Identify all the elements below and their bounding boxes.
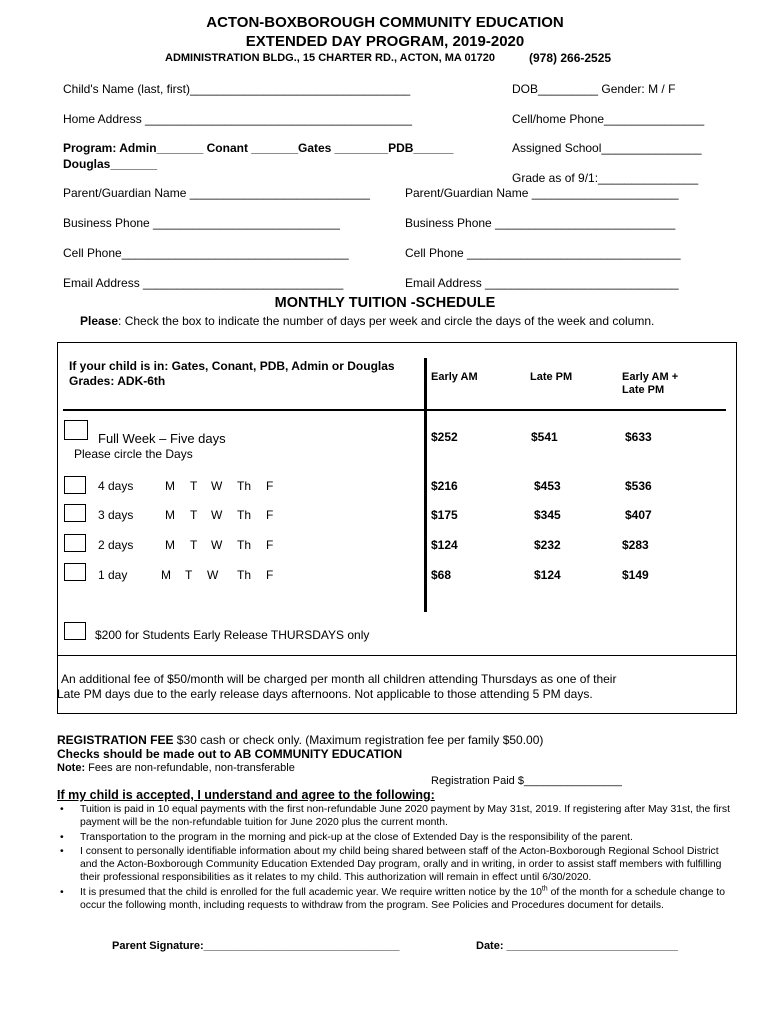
two-days-late-pm: $232 (534, 538, 561, 552)
agreement-item-text: Transportation to the program in the morning and pick-up at the close of Extended Day is the responsibility of the parent. (80, 831, 633, 843)
table-column-divider (424, 358, 427, 612)
full-week-early-am: $252 (431, 430, 458, 444)
child-name-field[interactable]: Child's Name (last, first)_________________________________ (63, 82, 411, 96)
two-days-checkbox[interactable] (64, 534, 86, 552)
four-days-day-th[interactable]: Th (237, 479, 252, 493)
four-days-day-w[interactable]: W (211, 479, 223, 493)
business-phone-field-2[interactable]: Business Phone ___________________________ (405, 216, 676, 230)
four-days-label: 4 days (98, 479, 134, 493)
agreement-item-sup: th (541, 885, 548, 893)
four-days-both: $536 (625, 479, 652, 493)
date-field[interactable]: Date: ____________________________ (476, 940, 678, 952)
col-both-line2: Late PM (622, 384, 665, 396)
three-days-both: $407 (625, 508, 652, 522)
early-release-checkbox[interactable] (64, 622, 86, 640)
registration-fee-text: $30 cash or check only. (Maximum registration fee per family $50.00) (173, 733, 544, 747)
cell-phone-field-2[interactable]: Cell Phone ________________________________ (405, 246, 681, 260)
three-days-day-t[interactable]: T (190, 508, 198, 522)
program-field[interactable]: Program: Admin_______ Conant _______Gates ________PDB______ (63, 141, 454, 155)
table-left-border (57, 342, 58, 714)
one-day-day-w[interactable]: W (207, 568, 219, 582)
agreement-item (60, 886, 730, 913)
fee-note (57, 762, 295, 774)
guardian-name-field-1[interactable]: Parent/Guardian Name ___________________________ (63, 186, 370, 200)
agreement-item (60, 831, 730, 844)
registration-fee (57, 733, 543, 747)
three-days-checkbox[interactable] (64, 504, 86, 522)
one-day-late-pm: $124 (534, 568, 561, 582)
parent-signature-field[interactable]: Parent Signature:________________________________ (112, 940, 400, 952)
fee-note-text: Fees are non-refundable, non-transferable (85, 762, 295, 774)
additional-fee-line1: An additional fee of $50/month will be charged per month all children attending Thursdays as one of their (61, 672, 617, 686)
two-days-day-th[interactable]: Th (237, 538, 252, 552)
cell-phone-field-1[interactable]: Cell Phone__________________________________ (63, 246, 349, 260)
bullet-icon: • (60, 886, 64, 898)
email-field-1[interactable]: Email Address ______________________________ (63, 276, 344, 290)
four-days-early-am: $216 (431, 479, 458, 493)
full-week-checkbox[interactable] (64, 420, 88, 440)
full-week-label: Full Week – Five days (98, 431, 226, 446)
header-address: ADMINISTRATION BLDG., 15 CHARTER RD., ACTON, MA 01720 (165, 52, 496, 64)
grade-field[interactable]: Grade as of 9/1:_______________ (512, 171, 699, 185)
col-early-am: Early AM (431, 371, 478, 383)
agreement-item-text-b: of the month for a schedule change to occur the following month, including requests to withdraw from the program. See Policies and Procedures document for details. (80, 886, 726, 912)
one-day-day-f[interactable]: F (266, 568, 274, 582)
four-days-day-t[interactable]: T (190, 479, 198, 493)
three-days-label: 3 days (98, 508, 134, 522)
agreement-item-text: Tuition is paid in 10 equal payments with the first non-refundable June 2020 payment by May 31st, 2019. If registering after May 31st, the first payment will be the non-refundable tuition for June 2020 plus the current month. (80, 804, 730, 829)
three-days-day-w[interactable]: W (211, 508, 223, 522)
agreement-item (60, 803, 730, 830)
douglas-field[interactable]: Douglas_______ (63, 157, 158, 171)
three-days-day-m[interactable]: M (165, 508, 175, 522)
early-release-label: $200 for Students Early Release THURSDAYS only (95, 628, 370, 642)
guardian-name-field-2[interactable]: Parent/Guardian Name ______________________ (405, 186, 679, 200)
agreement-item-text: I consent to personally identifiable information about my child being shared between staff of the Acton-Boxborough Regional School District and the Acton-Boxborough Community Education Extended Day program, orally and in writing, in order to assist staff members with fulfilling their professional responsibilities as it relates to my child. This authorization will remain in effect until 6/30/2020. (80, 845, 722, 884)
one-day-checkbox[interactable] (64, 563, 86, 581)
full-week-late-pm: $541 (531, 430, 558, 444)
additional-fee-line2: Late PM days due to the early release days afternoons. Not applicable to those attending 5 PM days. (57, 687, 593, 701)
schedule-instruction (80, 314, 654, 328)
one-day-early-am: $68 (431, 568, 452, 582)
full-week-both: $633 (625, 430, 652, 444)
assigned-school-field[interactable]: Assigned School_______________ (512, 141, 702, 155)
bullet-icon: • (60, 831, 64, 843)
table-right-border (736, 342, 737, 714)
email-field-2[interactable]: Email Address _____________________________ (405, 276, 679, 290)
two-days-day-w[interactable]: W (211, 538, 223, 552)
three-days-early-am: $175 (431, 508, 458, 522)
org-title: ACTON-BOXBOROUGH COMMUNITY EDUCATION (206, 14, 564, 31)
table-bottom-border (57, 713, 737, 714)
registration-fee-bold: REGISTRATION FEE (57, 733, 174, 747)
three-days-late-pm: $345 (534, 508, 561, 522)
two-days-day-t[interactable]: T (190, 538, 198, 552)
three-days-day-f[interactable]: F (266, 508, 274, 522)
instruction-bold: Please (80, 314, 119, 328)
table-header-schools: If your child is in: Gates, Conant, PDB, Admin or Douglas (69, 359, 395, 373)
table-header-rule (63, 409, 726, 411)
instruction-text: : Check the box to indicate the number of days per week and circle the days of the week and column. (118, 314, 655, 328)
four-days-day-f[interactable]: F (266, 479, 274, 493)
agreement-item-text-a: It is presumed that the child is enrolled for the full academic year. We require written notice by the 10 (80, 886, 542, 898)
one-day-day-t[interactable]: T (185, 568, 193, 582)
table-top-border (57, 342, 737, 343)
two-days-day-f[interactable]: F (266, 538, 274, 552)
four-days-day-m[interactable]: M (165, 479, 175, 493)
header-phone: (978) 266-2525 (529, 51, 612, 65)
col-late-pm: Late PM (530, 371, 573, 383)
two-days-early-am: $124 (431, 538, 458, 552)
dob-gender-field[interactable]: DOB_________ Gender: M / F (512, 82, 676, 96)
one-day-both: $149 (622, 568, 649, 582)
checks-payable: Checks should be made out to AB COMMUNITY EDUCATION (57, 747, 403, 761)
fee-note-bold: Note: (57, 762, 86, 774)
one-day-day-m[interactable]: M (161, 568, 171, 582)
col-both-line1: Early AM + (622, 371, 679, 383)
program-title: EXTENDED DAY PROGRAM, 2019-2020 (245, 33, 525, 50)
agreement-list (60, 803, 730, 913)
home-address-field[interactable]: Home Address ________________________________________ (63, 112, 412, 126)
agreement-heading: If my child is accepted, I understand and agree to the following: (57, 788, 435, 802)
four-days-late-pm: $453 (534, 479, 561, 493)
table-mid-border (57, 655, 737, 656)
bullet-icon: • (60, 845, 64, 857)
three-days-day-th[interactable]: Th (237, 508, 252, 522)
circle-days-note: Please circle the Days (74, 447, 193, 461)
four-days-checkbox[interactable] (64, 476, 86, 494)
table-header-grades: Grades: ADK-6th (69, 374, 166, 388)
one-day-day-th[interactable]: Th (237, 568, 252, 582)
schedule-title: MONTHLY TUITION -SCHEDULE (274, 295, 496, 311)
business-phone-field-1[interactable]: Business Phone ____________________________ (63, 216, 340, 230)
agreement-item (60, 845, 730, 885)
cell-home-phone-field[interactable]: Cell/home Phone_______________ (512, 112, 705, 126)
two-days-both: $283 (622, 538, 649, 552)
registration-paid-field[interactable]: Registration Paid $________________ (431, 775, 622, 787)
bullet-icon: • (60, 804, 64, 815)
one-day-label: 1 day (98, 568, 128, 582)
two-days-label: 2 days (98, 538, 134, 552)
two-days-day-m[interactable]: M (165, 538, 175, 552)
